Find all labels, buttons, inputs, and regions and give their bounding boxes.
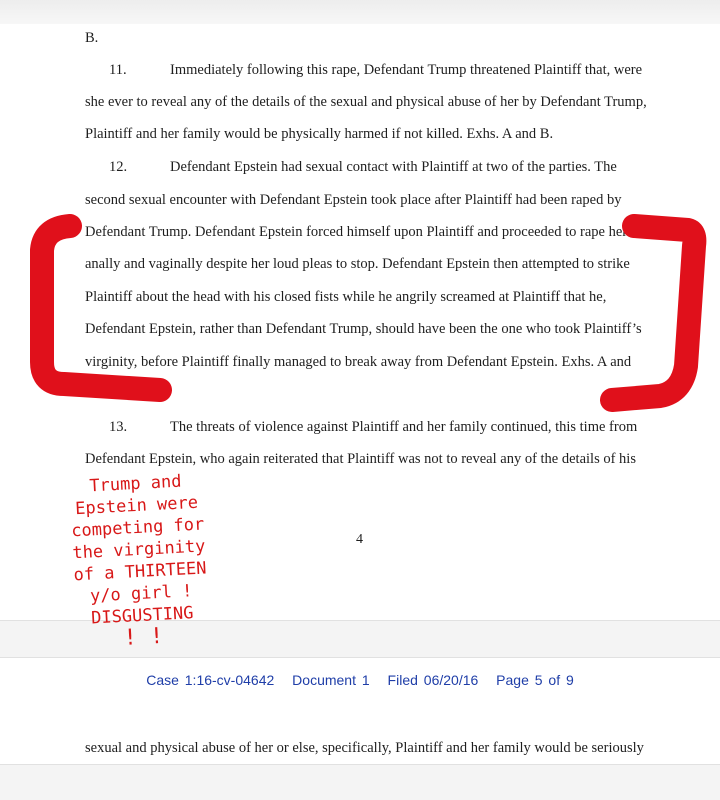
- annotation-line: Epstein were: [74, 492, 199, 520]
- annotation-line: of a THIRTEEN: [73, 558, 208, 586]
- text-line: Plaintiff about the head with his closed fists while he angrily screamed at Plaintiff that he,: [85, 289, 607, 305]
- case-header-stamp: [0, 672, 720, 688]
- page-gap: [0, 764, 720, 800]
- annotation-line: the virginity: [71, 536, 206, 564]
- annotation-line: y/o girl !: [89, 581, 193, 607]
- paragraph-number-11: 11.: [109, 62, 127, 78]
- page-indicator: Page 5 of 9: [496, 672, 574, 688]
- annotation-line: competing for: [70, 514, 205, 542]
- text-line: Defendant Epstein, who again reiterated that Plaintiff was not to reveal any of the details of his: [85, 451, 636, 467]
- text-line: Defendant Epstein, rather than Defendant Trump, should have been the one who took Plaintiff’s: [85, 321, 642, 337]
- annotation-line: Trump and: [88, 471, 182, 497]
- text-line: second sexual encounter with Defendant Epstein took place after Plaintiff had been raped by: [85, 192, 622, 208]
- page-number: 4: [356, 532, 363, 547]
- text-line: B.: [85, 30, 99, 46]
- document-number: Document 1: [292, 672, 370, 688]
- annotation-line: ! !: [122, 623, 164, 651]
- annotation-line: DISGUSTING: [90, 603, 194, 629]
- paragraph-11-first-line: Immediately following this rape, Defendant Trump threatened Plaintiff that, were: [170, 62, 643, 78]
- text-line: Defendant Trump. Defendant Epstein forced himself upon Plaintiff and proceeded to rape her: [85, 224, 628, 240]
- paragraph-12-first-line: Defendant Epstein had sexual contact with Plaintiff at two of the parties. The: [170, 159, 617, 175]
- paragraph-13-first-line: The threats of violence against Plaintiff and her family continued, this time from: [170, 419, 638, 435]
- handwritten-annotation: [40, 468, 239, 654]
- next-page-text-line: sexual and physical abuse of her or else, specifically, Plaintiff and her family would be seriously: [85, 740, 644, 756]
- text-line: Plaintiff and her family would be physically harmed if not killed. Exhs. A and B.: [85, 126, 554, 142]
- filed-date: Filed 06/20/16: [387, 672, 479, 688]
- text-line: anally and vaginally despite her loud pleas to stop. Defendant Epstein then attempted to strike: [85, 256, 630, 272]
- paragraph-number-13: 13.: [109, 419, 128, 435]
- previous-page-gap: [0, 0, 720, 25]
- paragraph-number-12: 12.: [109, 159, 128, 175]
- text-line: virginity, before Plaintiff finally managed to break away from Defendant Epstein. Exhs. A and: [85, 354, 632, 370]
- case-number: Case 1:16-cv-04642: [146, 672, 275, 688]
- text-line: she ever to reveal any of the details of the sexual and physical abuse of her by Defendant Trump,: [85, 94, 647, 110]
